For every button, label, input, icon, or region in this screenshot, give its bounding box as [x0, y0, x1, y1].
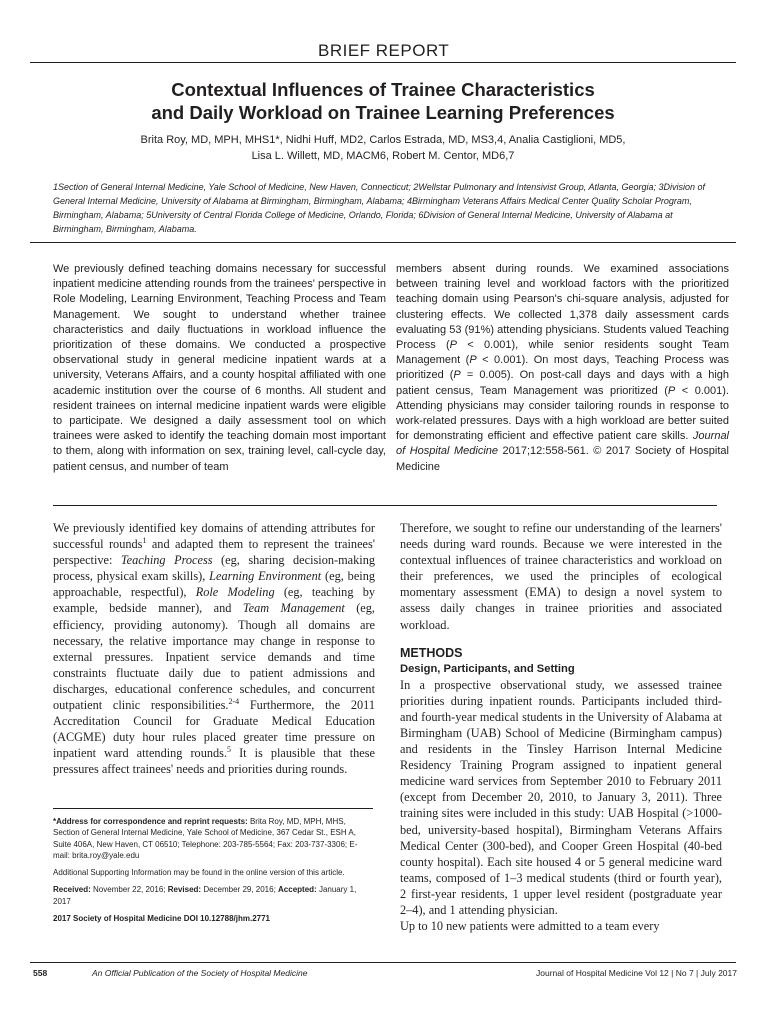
admissions-paragraph: Up to 10 new patients were admitted to a team every	[400, 919, 660, 934]
notes-rule	[53, 808, 373, 809]
objective-paragraph: Therefore, we sought to refine our understanding of the learners' needs during ward rounds. Because we were interested in the contextual influences of trainee characteristics and workload on their preferences, we used the principles of ecological momentary assessment (EMA) to design a novel system to assess daily changes in trainee priorities and associated workload.	[400, 521, 722, 632]
reference-sup: 2-4	[228, 696, 240, 706]
design-subheading: Design, Participants, and Setting	[400, 662, 575, 675]
abstract-text: = 0.005). On post-call days and days with a high patient census, Team Management was prioritized (	[396, 369, 730, 397]
body-text: We previously identified key domains of attending attributes for successful rounds	[53, 521, 375, 552]
abstract-text: < 0.001). Attending physicians may consider tailoring rounds in response to work-related pressures. Days with a high workload are better suited for demonstrating efficient and effective patient care skills.	[396, 384, 729, 443]
abstract-left-column: We previously defined teaching domains necessary for successful inpatient medicine attending rounds from the trainees' perspective in Role Modeling, Learning Environment, Teaching Process and Team Management. We sought to understand whether trainee characteristics and daily fluctuations in workload influence the prioritization of these domains. We conducted a prospective observational study in general medicine inpatient wards at a university, Veterans Affairs, and a county hospital affiliated with one academic institution over the course of 6 months. All student and resident trainees on internal medicine inpatient wards were eligible to participate. We designed a daily assessment tool on which trainees were asked to identify the teaching domain most important to them, along with information on sex, training level, call-cycle day, patient census, and number of team	[53, 263, 386, 473]
reference-sup: 5	[227, 745, 232, 755]
body-text: (eg, being approachable, respectful),	[53, 569, 376, 600]
authors-line-2: Lisa L. Willett, MD, MACM6, Robert M. Centor, MD6,7	[251, 150, 515, 162]
received-date: November 22, 2016;	[90, 885, 168, 895]
dates-note	[53, 884, 373, 907]
design-paragraph: In a prospective observational study, we assessed trainee priorities during inpatient rounds. Participants included third- and fourth-year medical students in the University of Alabama at Birmingham (UAB) School of Medicine (Birmingham campus) and residents in the Tinsley Harrison Internal Medicine Residency Training Program assigned to inpatient general medicine ward services from September 2010 to February 2011 (except from December 20, 2010, to January 3, 2011). Three training sites were included in this study: UAB Hospital (>1000-bed, university-based hospital), Birmingham Veterans Affairs Medical Center (300-bed), and Cooper Green Hospital (40-bed county hospital). Each site housed 4 or 5 general medicine ward teams, composed of 1–3 medical students (third or fourth year), 2 first-year residents, 1 upper level resident (postgraduate year 2–4), and 1 attending physician.	[400, 677, 722, 917]
abstract-right-column	[396, 262, 729, 475]
p-symbol: P	[449, 339, 458, 352]
body-text: (eg, efficiency, providing autonomy). Though all domains are necessary, the relative importance may change in response to external pressures. Inpatient service demands and time constraints fluctuate daily due to patient admissions and discharges, educational conference schedules, and concurrent outpatient clinic responsibilities.	[53, 601, 375, 713]
article-title	[30, 78, 736, 124]
body-left-column	[53, 520, 375, 778]
correspondence-label: *Address for correspondence and reprint requests:	[53, 817, 248, 826]
body-text: (eg, sharing decision-making process, physical exam skills),	[53, 553, 375, 584]
correspondence-note	[53, 816, 373, 861]
domain-team-management: Team Management	[242, 601, 345, 616]
domain-teaching-process: Teaching Process	[120, 553, 213, 568]
abstract-text: < 0.001), while senior residents sought Team Management (	[396, 339, 729, 367]
title-line-1: Contextual Influences of Trainee Characteristics	[171, 79, 595, 100]
accepted-date: January 1, 2017	[53, 885, 357, 906]
abstract-text: < 0.001). On most days, Teaching Process was prioritized (	[396, 354, 729, 382]
abstract-text: members absent during rounds. We examined associations between training level and workload factors with the prioritized teaching domain using Pearson's chi-square analysis, adjusted for clustering effects. We collected 1,378 daily assessment cards evaluating 53 (91%) attending physicians. Students valued Teaching Process (	[396, 263, 729, 352]
accepted-label: Accepted:	[278, 885, 317, 895]
body-right-column	[400, 520, 722, 934]
footer-rule	[30, 962, 736, 963]
journal-name: Journal of Hospital Medicine	[396, 430, 729, 458]
p-symbol: P	[469, 354, 477, 367]
p-symbol: P	[453, 369, 461, 382]
affiliations: 1Section of General Internal Medicine, Yale School of Medicine, New Haven, Connecticut; 2Wellstar Pulmonary and Intensivist Group, Atlanta, Georgia; 3Division of General Internal Medicine, University of Alabama at Birmingham, Birmingham, Alabama; 4Birmingham Veterans Affairs Medical Center Quality Scholar Program, Birmingham, Alabama; 5University of Central Florida College of Medicine, Orlando, Florida; 6Division of General Internal Medicine, University of Alabama at Birmingham, Birmingham, Alabama.	[53, 182, 706, 234]
revised-date: December 29, 2016;	[201, 885, 279, 895]
received-label: Received:	[53, 885, 91, 895]
page-number: 558	[33, 968, 48, 978]
citation: 2017;12:558-561. © 2017 Society of Hospital Medicine	[396, 445, 729, 473]
top-rule	[30, 62, 736, 63]
section-label: BRIEF REPORT	[318, 41, 450, 60]
supporting-info-note: Additional Supporting Information may be found in the online version of this article.	[53, 868, 345, 878]
authors-line-1: Brita Roy, MD, MPH, MHS1*, Nidhi Huff, MD2, Carlos Estrada, MD, MS3,4, Analia Castiglioni, MD5,	[140, 134, 626, 146]
author-list	[30, 132, 736, 164]
title-line-2: and Daily Workload on Trainee Learning Preferences	[151, 102, 615, 123]
domain-learning-environment: Learning Environment	[209, 569, 322, 584]
body-text: and adapted them to represent the trainees' perspective:	[53, 537, 376, 568]
p-symbol: P	[667, 384, 676, 397]
affiliation-rule	[30, 242, 736, 243]
domain-role-modeling: Role Modeling	[195, 585, 275, 600]
article-notes	[53, 816, 373, 930]
correspondence-text: Brita Roy, MD, MPH, MHS, Section of General Internal Medicine, Yale School of Medicine, 367 Cedar St., ESH A, Suite 406A, New Haven, CT 06510; Telephone: 203-785-5564; Fax: 203-737-3306; E-mail: brita.roy@yale.edu	[53, 817, 358, 860]
doi-text: 2017 Society of Hospital Medicine DOI 10.12788/jhm.2771	[53, 914, 270, 924]
reference-sup: 1	[142, 536, 147, 545]
abstract-rule	[53, 505, 717, 506]
body-text: It is plausible that these pressures affect trainees' needs and priorities during rounds.	[53, 746, 376, 777]
body-text: (eg, teaching by example, bedside manner), and	[53, 585, 375, 616]
publisher-line: An Official Publication of the Society of Hospital Medicine	[92, 968, 308, 978]
journal-info: Journal of Hospital Medicine Vol 12 | No 7 | July 2017	[536, 968, 737, 978]
methods-heading: METHODS	[400, 645, 463, 660]
revised-label: Revised:	[167, 885, 202, 895]
body-text: Furthermore, the 2011 Accreditation Council for Graduate Medical Education (ACGME) duty hour rules placed greater time pressure on inpatient ward attending rounds.	[53, 698, 375, 761]
intro-paragraph	[53, 520, 375, 778]
doi-note	[53, 913, 373, 924]
